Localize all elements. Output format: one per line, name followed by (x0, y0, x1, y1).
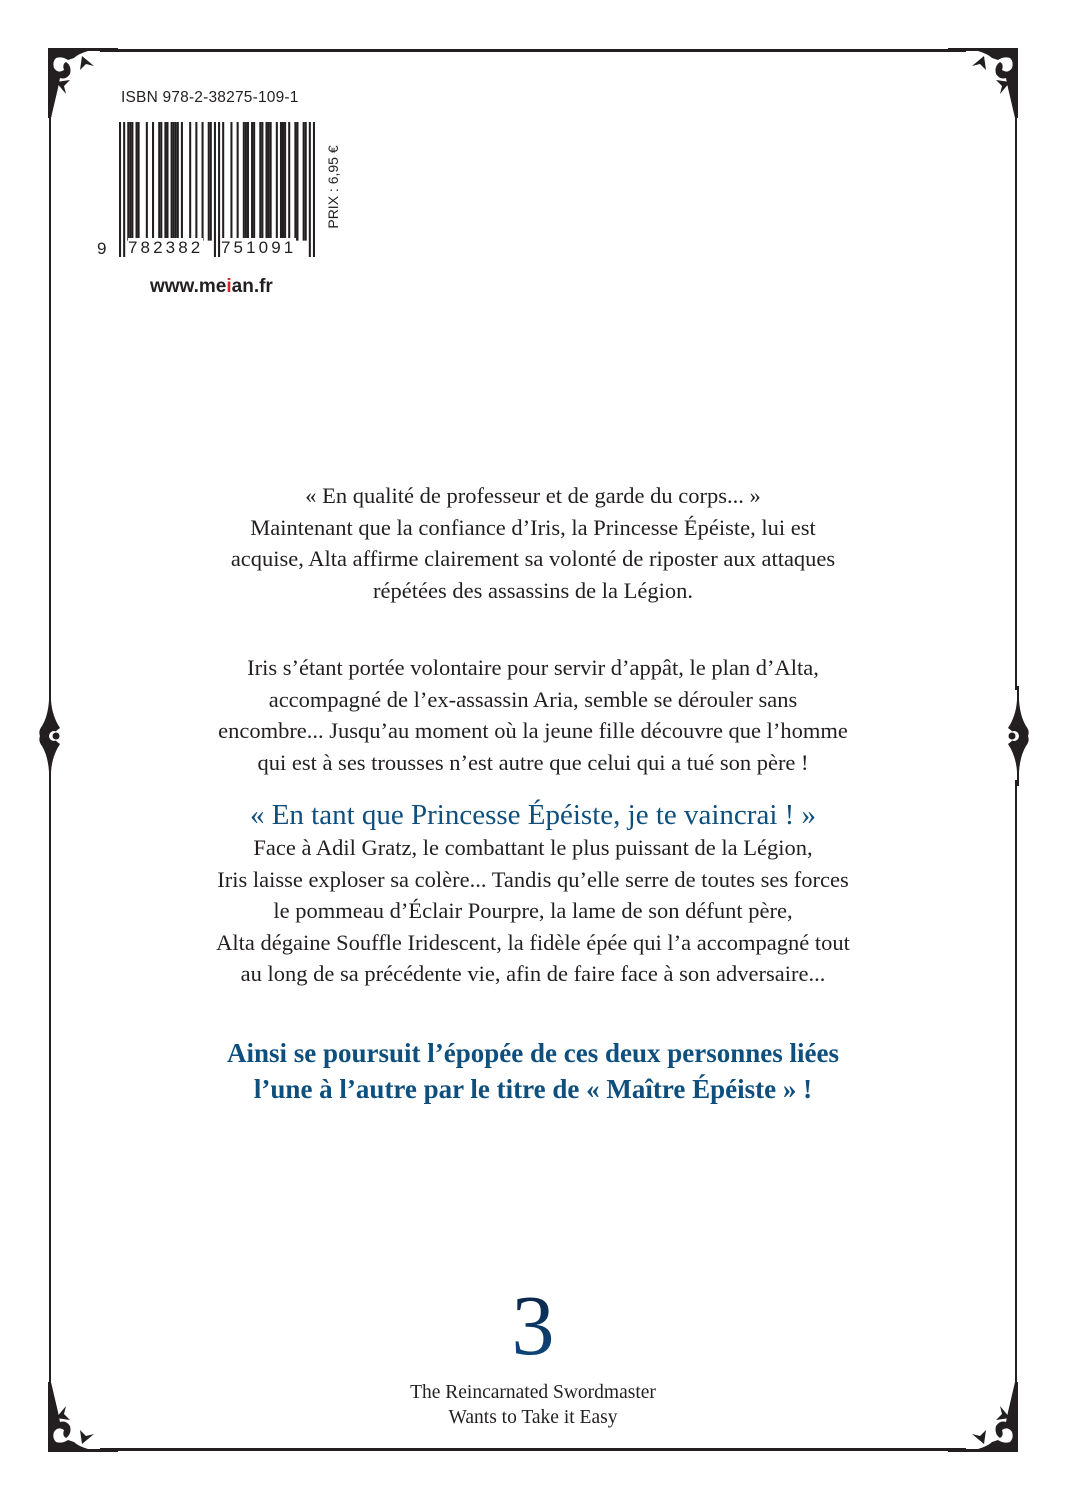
frame-border-left (49, 100, 51, 690)
volume-number: 3 (511, 1277, 555, 1373)
price-label: PRIX : 6,95 € (325, 145, 341, 229)
closing-tagline (100, 1035, 966, 1107)
barcode-digits-left: 782382 (128, 238, 204, 257)
text-line: Face à Adil Gratz, le combattant le plus puissant de la Légion, (253, 835, 813, 860)
text-line: Alta dégaine Souffle Iridescent, la fidèle épée qui l’a accompagné tout (216, 929, 850, 955)
frame-border-top (100, 49, 966, 52)
ornament-side-icon (1002, 686, 1032, 786)
synopsis-paragraph-3 (100, 832, 966, 990)
text-line: accompagné de l’ex-assassin Aria, semble se dérouler sans (268, 686, 798, 712)
text-line: Maintenant que la confiance d’Iris, la Princesse Épéiste, lui est (250, 514, 816, 540)
text-line: l’une à l’autre par le titre de « Maître Épéiste » ! (253, 1074, 813, 1104)
publisher-website[interactable]: www.meian.fr (150, 276, 273, 297)
text-line: « En qualité de professeur et de garde du corps... » (305, 483, 761, 508)
text-line: Iris laisse exploser sa colère... Tandis qu’elle serre de toutes ses forces (217, 866, 849, 892)
isbn-label: ISBN 978-2-38275-109-1 (121, 89, 299, 106)
ornament-side-icon (36, 686, 66, 786)
text-line: acquise, Alta affirme clairement sa volonté de riposter aux attaques (230, 546, 836, 571)
series-title-line: The Reincarnated Swordmaster (410, 1382, 656, 1403)
text-line: Ainsi se poursuit l’épopée de ces deux personnes liées (226, 1038, 839, 1068)
barcode-digit-first: 9 (97, 239, 110, 258)
frame-border-right (1015, 100, 1017, 690)
barcode-icon (119, 122, 315, 257)
barcode-digits-right: 751091 (221, 238, 297, 257)
text-line: Iris s’étant portée volontaire pour servir d’appât, le plan d’Alta, (247, 655, 819, 680)
text-line: le pommeau d’Éclair Pourpre, la lame de son défunt père, (273, 898, 793, 923)
ornament-corner-icon (948, 48, 1018, 118)
series-title (0, 1380, 1066, 1430)
text-line: répétées des assassins de la Légion. (373, 577, 693, 603)
series-title-line: Wants to Take it Easy (448, 1407, 618, 1428)
synopsis-paragraph-1 (100, 480, 966, 606)
text-line: qui est à ses trousses n’est autre que celui qui a tué son père ! (257, 749, 809, 775)
highlight-quote: « En tant que Princesse Épéiste, je te vaincrai ! » (249, 799, 817, 831)
text-line: encombre... Jusqu’au moment où la jeune fille découvre que l’homme (218, 718, 848, 743)
website-accent-letter: i (226, 276, 232, 297)
synopsis-paragraph-2 (100, 652, 966, 778)
ornament-corner-icon (48, 48, 118, 118)
text-line: au long de sa précédente vie, afin de faire face à son adversaire... (240, 961, 826, 986)
frame-border-bottom (100, 1448, 966, 1451)
